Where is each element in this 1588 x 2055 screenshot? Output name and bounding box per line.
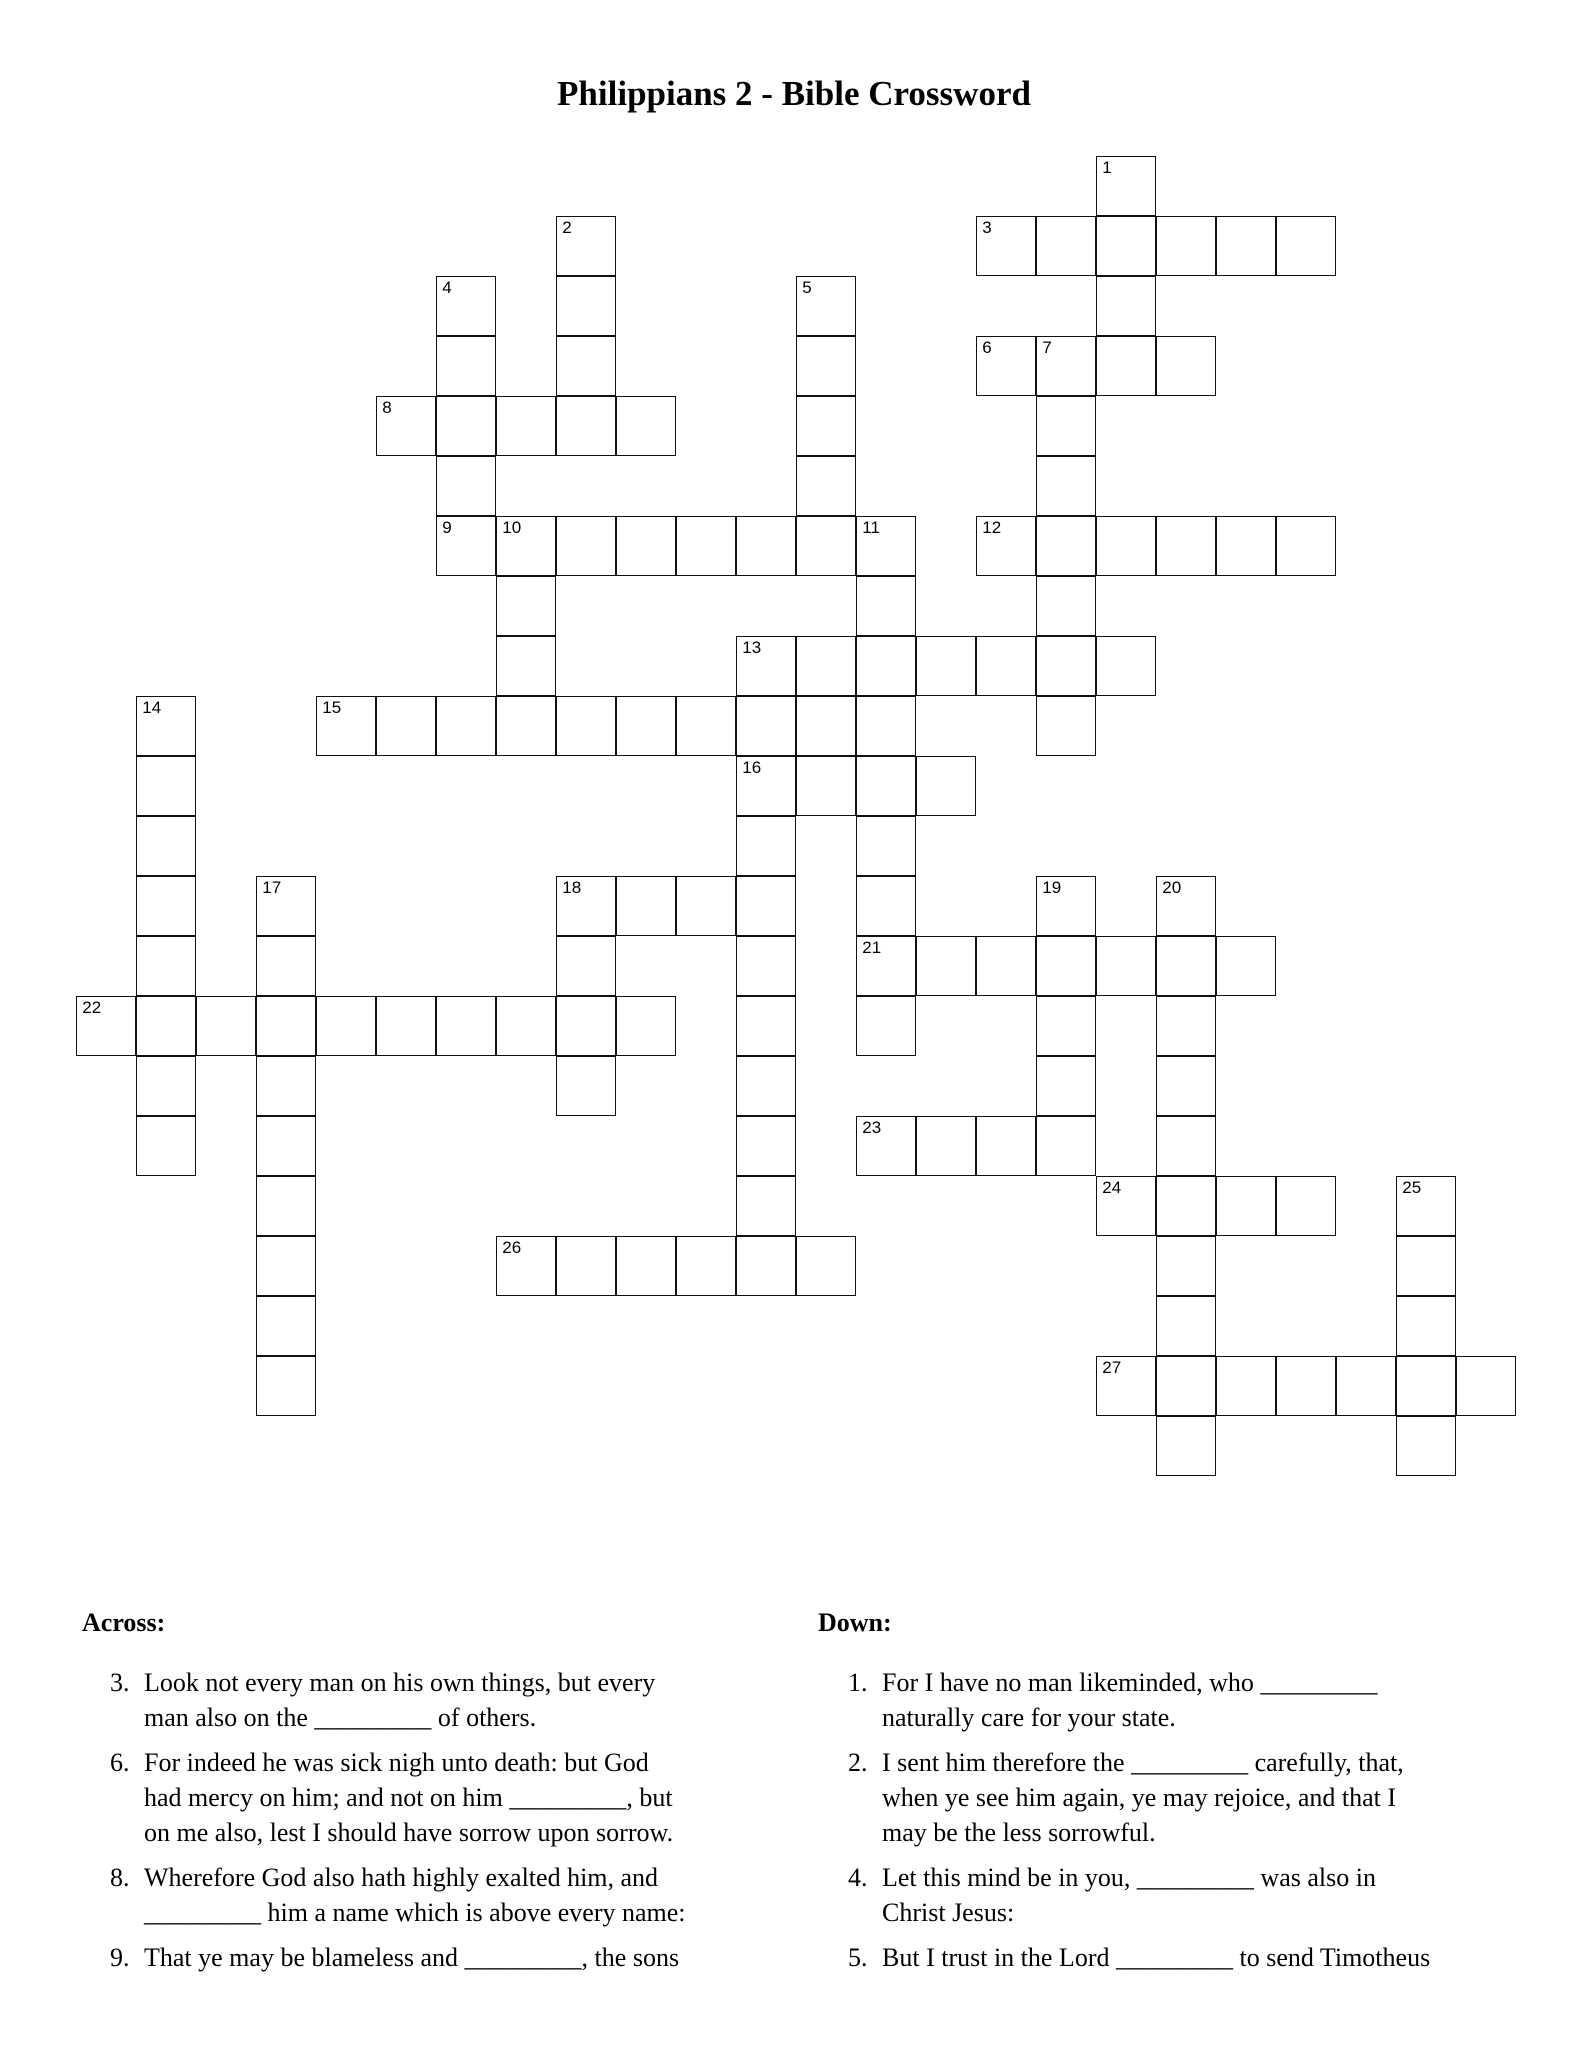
grid-cell[interactable]: [136, 696, 196, 756]
grid-cell[interactable]: [316, 696, 376, 756]
clue-number: 6: [982, 338, 992, 358]
grid-cell[interactable]: [1396, 1356, 1456, 1416]
grid-cell[interactable]: [1036, 636, 1096, 696]
grid-cell[interactable]: [856, 636, 916, 696]
clue-number: 17: [262, 878, 282, 898]
clue-label: 4.: [848, 1863, 868, 1892]
grid-cell[interactable]: [1096, 156, 1156, 216]
grid-cell[interactable]: [136, 816, 196, 876]
grid-cell[interactable]: [256, 1236, 316, 1296]
grid-cell[interactable]: [556, 216, 616, 276]
grid-cell[interactable]: [256, 1176, 316, 1236]
grid-cell[interactable]: [1156, 1056, 1216, 1116]
grid-cell[interactable]: [796, 1236, 856, 1296]
grid-cell[interactable]: [976, 516, 1036, 576]
grid-cell[interactable]: [1156, 216, 1216, 276]
grid-cell[interactable]: [256, 876, 316, 936]
clue-number: 3: [982, 218, 992, 238]
clue-number: 11: [862, 518, 880, 538]
grid-cell[interactable]: [136, 1056, 196, 1116]
grid-cell[interactable]: [1036, 336, 1096, 396]
grid-cell[interactable]: [1096, 1356, 1156, 1416]
grid-cell[interactable]: [1036, 576, 1096, 636]
clue-number: 24: [1102, 1178, 1122, 1198]
grid-cell[interactable]: [736, 696, 796, 756]
grid-cell[interactable]: [556, 876, 616, 936]
grid-cell[interactable]: [916, 756, 976, 816]
grid-cell[interactable]: [1156, 1416, 1216, 1476]
grid-cell[interactable]: [736, 636, 796, 696]
clue-text-line: I sent him therefore the _________ carefully, that,: [882, 1748, 1404, 1777]
grid-cell[interactable]: [256, 1056, 316, 1116]
grid-cell[interactable]: [556, 996, 616, 1056]
grid-cell[interactable]: [496, 636, 556, 696]
grid-cell[interactable]: [1036, 216, 1096, 276]
clue-number: 2: [562, 218, 572, 238]
grid-cell[interactable]: [496, 996, 556, 1056]
grid-cell[interactable]: [856, 996, 916, 1056]
grid-cell[interactable]: [1396, 1236, 1456, 1296]
grid-cell[interactable]: [1036, 1116, 1096, 1176]
clue-text-line: For I have no man likeminded, who _________: [882, 1668, 1378, 1697]
grid-cell[interactable]: [256, 1356, 316, 1416]
grid-cell[interactable]: [496, 1236, 556, 1296]
grid-cell[interactable]: [1036, 516, 1096, 576]
grid-cell[interactable]: [136, 756, 196, 816]
grid-cell[interactable]: [796, 696, 856, 756]
grid-cell[interactable]: [1276, 1356, 1336, 1416]
clue-text-line: had mercy on him; and not on him _________, but: [144, 1783, 673, 1812]
across-clue: [110, 1665, 656, 1735]
grid-cell[interactable]: [1156, 1116, 1216, 1176]
grid-cell[interactable]: [736, 876, 796, 936]
clue-label: 1.: [848, 1668, 868, 1697]
grid-cell[interactable]: [976, 936, 1036, 996]
grid-cell[interactable]: [136, 1116, 196, 1176]
grid-cell[interactable]: [1216, 1356, 1276, 1416]
grid-cell[interactable]: [436, 516, 496, 576]
clue-text-line: when ye see him again, ye may rejoice, and that I: [882, 1783, 1397, 1812]
grid-cell[interactable]: [616, 996, 676, 1056]
grid-cell[interactable]: [256, 936, 316, 996]
grid-cell[interactable]: [1276, 516, 1336, 576]
grid-cell[interactable]: [976, 1116, 1036, 1176]
grid-cell[interactable]: [1156, 996, 1216, 1056]
grid-cell[interactable]: [1096, 936, 1156, 996]
grid-cell[interactable]: [1156, 876, 1216, 936]
grid-cell[interactable]: [856, 936, 916, 996]
across-clue: [110, 1940, 680, 1975]
grid-cell[interactable]: [1216, 216, 1276, 276]
grid-cell[interactable]: [496, 516, 556, 576]
clue-number: 1: [1102, 158, 1112, 178]
grid-cell[interactable]: [736, 996, 796, 1056]
grid-cell[interactable]: [1036, 696, 1096, 756]
grid-cell[interactable]: [1156, 936, 1216, 996]
clue-text-line: Christ Jesus:: [882, 1898, 1015, 1927]
grid-cell[interactable]: [436, 336, 496, 396]
grid-cell[interactable]: [736, 1056, 796, 1116]
down-heading: Down:: [818, 1608, 892, 1637]
clue-text-line: Look not every man on his own things, but every: [144, 1668, 656, 1697]
grid-cell[interactable]: [1396, 1416, 1456, 1476]
grid-cell[interactable]: [256, 1116, 316, 1176]
clue-text-line: on me also, lest I should have sorrow upon sorrow.: [144, 1818, 674, 1847]
clue-number: 23: [862, 1118, 882, 1138]
clue-number: 18: [562, 878, 582, 898]
grid-cell[interactable]: [436, 456, 496, 516]
grid-cell[interactable]: [676, 696, 736, 756]
clue-label: 5.: [848, 1943, 868, 1972]
grid-cell[interactable]: [256, 996, 316, 1056]
grid-cell[interactable]: [1336, 1356, 1396, 1416]
grid-cell[interactable]: [1156, 336, 1216, 396]
clue-number: 12: [982, 518, 1002, 538]
grid-cell[interactable]: [736, 1236, 796, 1296]
clue-text-line: For indeed he was sick nigh unto death: but God: [144, 1748, 649, 1777]
clue-number: 8: [382, 398, 392, 418]
clue-number: 25: [1402, 1178, 1422, 1198]
clue-number: 15: [322, 698, 342, 718]
grid-cell[interactable]: [1096, 516, 1156, 576]
grid-cell[interactable]: [856, 1116, 916, 1176]
grid-cell[interactable]: [736, 1116, 796, 1176]
grid-cell[interactable]: [1276, 216, 1336, 276]
grid-cell[interactable]: [616, 696, 676, 756]
grid-cell[interactable]: [1216, 516, 1276, 576]
down-clue: [848, 1860, 1376, 1930]
grid-cell[interactable]: [856, 696, 916, 756]
grid-cell[interactable]: [556, 696, 616, 756]
clue-text-line: naturally care for your state.: [882, 1703, 1176, 1732]
grid-cell[interactable]: [556, 336, 616, 396]
grid-cell[interactable]: [1036, 936, 1096, 996]
grid-cell[interactable]: [796, 396, 856, 456]
grid-cell[interactable]: [1096, 276, 1156, 336]
grid-cell[interactable]: [1156, 1236, 1216, 1296]
grid-cell[interactable]: [376, 996, 436, 1056]
grid-cell[interactable]: [736, 816, 796, 876]
across-clue: [110, 1745, 674, 1850]
clue-number: 14: [142, 698, 162, 718]
grid-cell[interactable]: [736, 516, 796, 576]
grid-cell[interactable]: [1036, 876, 1096, 936]
grid-cell[interactable]: [796, 276, 856, 336]
grid-cell[interactable]: [736, 936, 796, 996]
grid-cell[interactable]: [916, 936, 976, 996]
grid-cell[interactable]: [616, 396, 676, 456]
grid-cell[interactable]: [1156, 1356, 1216, 1416]
grid-cell[interactable]: [496, 576, 556, 636]
grid-cell[interactable]: [316, 996, 376, 1056]
grid-cell[interactable]: [616, 1236, 676, 1296]
grid-cell[interactable]: [136, 876, 196, 936]
grid-cell[interactable]: [1096, 636, 1156, 696]
clue-label: 2.: [848, 1748, 868, 1777]
grid-cell[interactable]: [556, 1056, 616, 1116]
clue-label: 8.: [110, 1863, 130, 1892]
clue-number: 21: [862, 938, 882, 958]
clue-label: 9.: [110, 1943, 130, 1972]
clue-number: 26: [502, 1238, 522, 1258]
grid-cell[interactable]: [376, 696, 436, 756]
grid-cell[interactable]: [916, 636, 976, 696]
grid-cell[interactable]: [856, 756, 916, 816]
grid-cell[interactable]: [856, 516, 916, 576]
clue-number: 4: [442, 278, 452, 298]
grid-cell[interactable]: [436, 276, 496, 336]
clue-text-line: But I trust in the Lord _________ to send Timotheus: [882, 1943, 1431, 1972]
grid-cell[interactable]: [76, 996, 136, 1056]
across-heading: Across:: [82, 1608, 166, 1637]
down-clue: [848, 1745, 1404, 1850]
grid-cell[interactable]: [1156, 516, 1216, 576]
grid-cell[interactable]: [136, 936, 196, 996]
clue-text-line: man also on the _________ of others.: [144, 1703, 537, 1732]
grid-cell[interactable]: [436, 396, 496, 456]
grid-cell[interactable]: [856, 576, 916, 636]
grid-cell[interactable]: [736, 1176, 796, 1236]
clue-number: 22: [82, 998, 102, 1018]
clue-number: 19: [1042, 878, 1062, 898]
grid-cell[interactable]: [1096, 216, 1156, 276]
grid-cell[interactable]: [436, 996, 496, 1056]
down-clue: [848, 1665, 1378, 1735]
grid-cell[interactable]: [556, 396, 616, 456]
grid-cell[interactable]: [1156, 1296, 1216, 1356]
grid-cell[interactable]: [556, 1236, 616, 1296]
grid-cell[interactable]: [1096, 1176, 1156, 1236]
grid-cell[interactable]: [856, 876, 916, 936]
grid-cell[interactable]: [856, 816, 916, 876]
clue-text-line: may be the less sorrowful.: [882, 1818, 1156, 1847]
clue-text-line: Let this mind be in you, _________ was also in: [882, 1863, 1376, 1892]
clue-number: 20: [1162, 878, 1182, 898]
grid-cell[interactable]: [616, 876, 676, 936]
page-title: Philippians 2 - Bible Crossword: [557, 74, 1031, 113]
grid-cell[interactable]: [556, 276, 616, 336]
clue-number: 7: [1042, 338, 1052, 358]
clue-number: 16: [742, 758, 762, 778]
grid-cell[interactable]: [196, 996, 256, 1056]
across-clue: [110, 1860, 686, 1930]
clue-number: 10: [502, 518, 522, 538]
grid-cell[interactable]: [1036, 396, 1096, 456]
clue-number: 13: [742, 638, 762, 658]
grid-cell[interactable]: [1036, 996, 1096, 1056]
grid-cell[interactable]: [796, 336, 856, 396]
clue-number: 27: [1102, 1358, 1122, 1378]
grid-cell[interactable]: [556, 936, 616, 996]
grid-cell[interactable]: [1216, 936, 1276, 996]
clue-text-line: Wherefore God also hath highly exalted him, and: [144, 1863, 659, 1892]
grid-cell[interactable]: [496, 396, 556, 456]
grid-cell[interactable]: [256, 1296, 316, 1356]
grid-cell[interactable]: [976, 336, 1036, 396]
grid-cell[interactable]: [676, 1236, 736, 1296]
clue-number: 5: [802, 278, 812, 298]
grid-cell[interactable]: [436, 696, 496, 756]
grid-cell[interactable]: [1276, 1176, 1336, 1236]
grid-cell[interactable]: [376, 396, 436, 456]
grid-cell[interactable]: [796, 516, 856, 576]
clue-text-line: That ye may be blameless and _________, the sons: [144, 1943, 680, 1972]
grid-cell[interactable]: [796, 756, 856, 816]
grid-cell[interactable]: [1456, 1356, 1516, 1416]
grid-cell[interactable]: [136, 996, 196, 1056]
grid-cell[interactable]: [1396, 1176, 1456, 1236]
grid-cell[interactable]: [496, 696, 556, 756]
grid-cell[interactable]: [1396, 1296, 1456, 1356]
grid-cell[interactable]: [676, 516, 736, 576]
grid-cell[interactable]: [976, 636, 1036, 696]
grid-cell[interactable]: [676, 876, 736, 936]
grid-cell[interactable]: [976, 216, 1036, 276]
grid-cell[interactable]: [1096, 336, 1156, 396]
grid-cell[interactable]: [616, 516, 676, 576]
grid-cell[interactable]: [916, 1116, 976, 1176]
grid-cell[interactable]: [736, 756, 796, 816]
grid-cell[interactable]: [1036, 456, 1096, 516]
down-clue: [848, 1940, 1431, 1975]
grid-cell[interactable]: [1036, 1056, 1096, 1116]
clue-number: 9: [442, 518, 452, 538]
grid-cell[interactable]: [796, 636, 856, 696]
clue-text-line: _________ him a name which is above every name:: [144, 1898, 686, 1927]
grid-cell[interactable]: [796, 456, 856, 516]
clue-label: 6.: [110, 1748, 130, 1777]
grid-cell[interactable]: [1156, 1176, 1216, 1236]
grid-cell[interactable]: [1216, 1176, 1276, 1236]
grid-cell[interactable]: [556, 516, 616, 576]
clue-label: 3.: [110, 1668, 130, 1697]
